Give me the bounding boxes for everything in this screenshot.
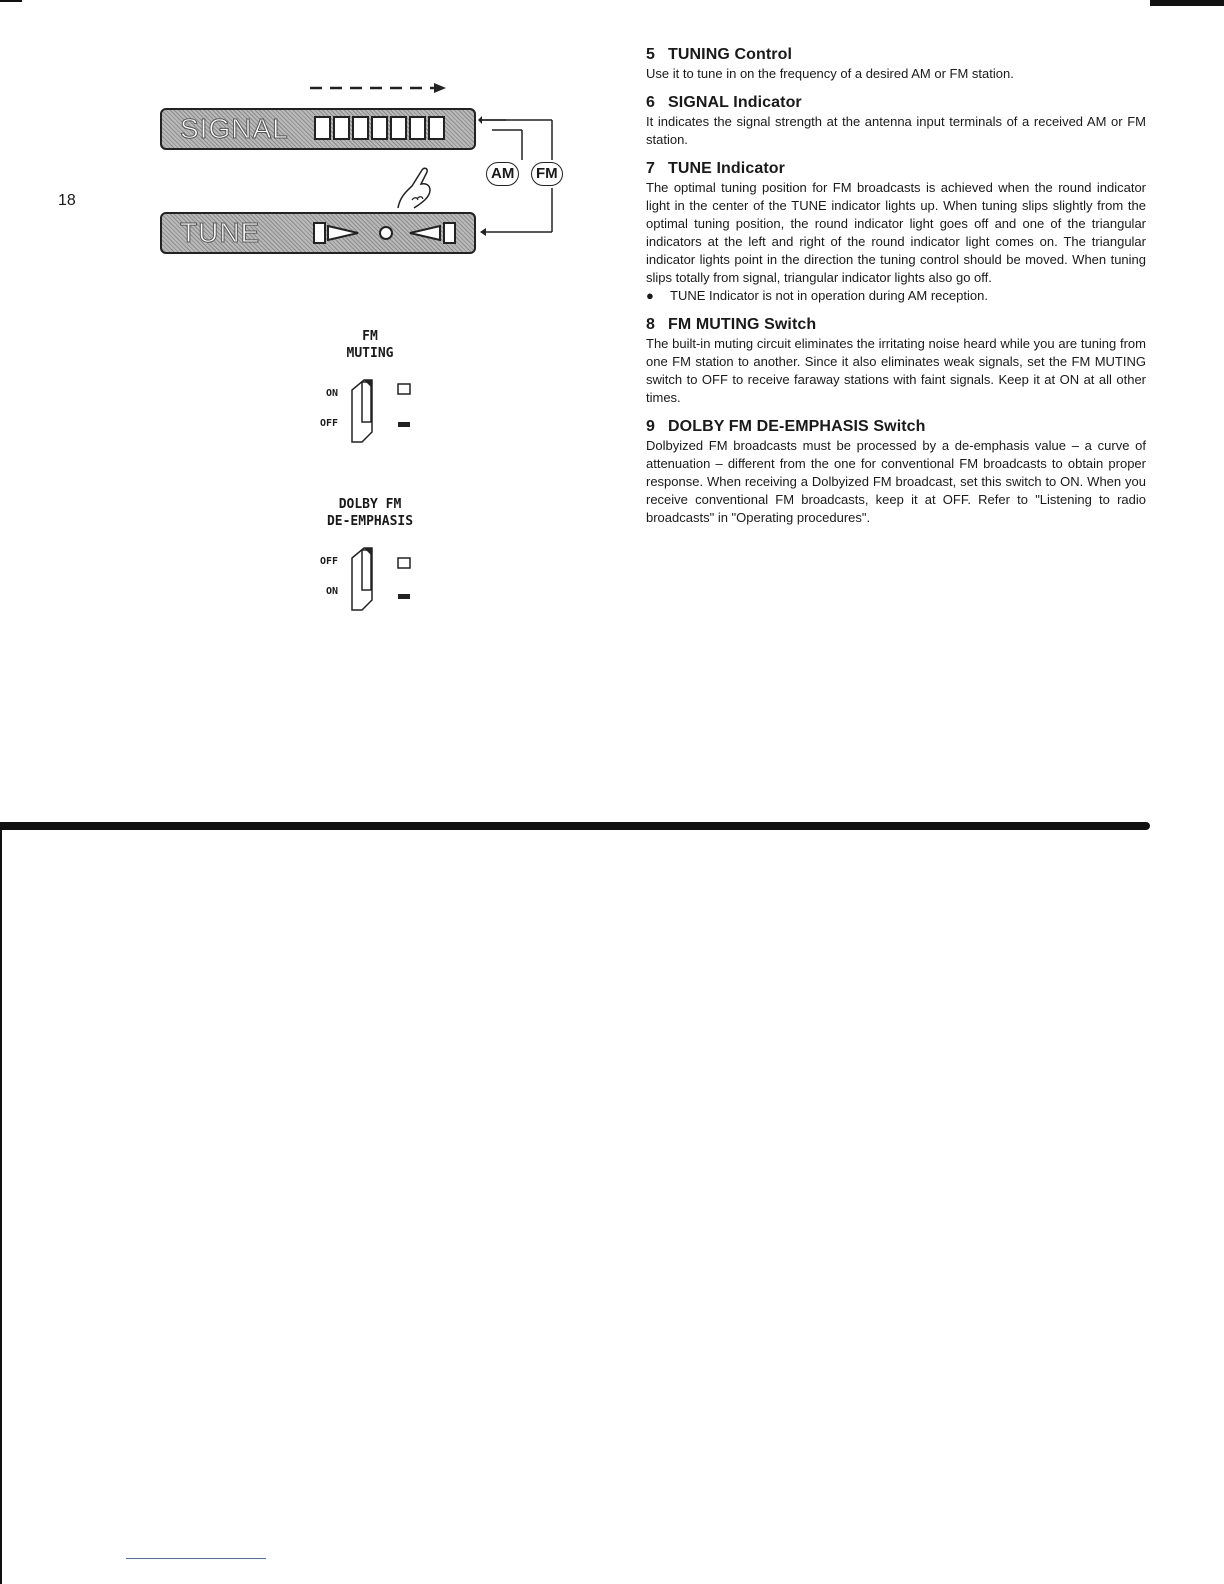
section-heading: 7 TUNE Indicator xyxy=(646,160,785,177)
fm-muting-off-label: OFF xyxy=(320,418,339,429)
section-body: The optimal tuning position for FM broadcasts is achieved when the round indicator light in the center of the TUNE indicator lights up. When tuning slips slightly from the optimal tuning position, the round indicator light goes off and one of the triangular indicators at the left and right of the round indicator light comes on. The triangular indicator lights point in the direction the tuning control should be moved. When tuning slips totally from signal, triangular indicator lights also go off. xyxy=(646,180,1146,285)
bottom-blue-line xyxy=(126,1558,266,1559)
display-diagram xyxy=(150,80,580,260)
section-heading: 6 SIGNAL Indicator xyxy=(646,94,802,111)
section-tune-indicator xyxy=(646,160,1146,305)
fm-muting-switch xyxy=(270,328,470,429)
section-signal-indicator xyxy=(646,94,1146,149)
section-tuning-control xyxy=(646,46,1146,83)
dolby-on-label: ON xyxy=(326,586,339,597)
tune-display xyxy=(160,212,476,254)
section-body: The built-in muting circuit eliminates the irritating noise heard while you are tuning from one FM station to another. Since it also eliminates weak signals, set the FM MUTING switch to OFF to receive faraway stations with faint signals. Keep it at ON at all other times. xyxy=(646,336,1146,405)
signal-label: SIGNAL xyxy=(180,113,289,144)
fm-muting-title-2: MUTING xyxy=(346,346,394,361)
signal-segment xyxy=(314,116,331,140)
tune-label: TUNE xyxy=(180,217,261,248)
tune-indicator-icon xyxy=(312,220,468,246)
description-column xyxy=(646,46,1146,538)
signal-segment xyxy=(371,116,388,140)
section-heading: 8 FM MUTING Switch xyxy=(646,316,817,333)
section-heading: 5 TUNING Control xyxy=(646,46,793,63)
toggle-switch-icon[interactable] xyxy=(350,378,420,444)
dolby-switch xyxy=(270,496,470,597)
section-dolby-fm xyxy=(646,418,1146,527)
signal-segment xyxy=(333,116,350,140)
page-divider-rule xyxy=(0,822,1150,830)
dolby-title-1: DOLBY FM xyxy=(338,497,402,512)
section-body: Dolbyized FM broadcasts must be processed by a de-emphasis value – a curve of attenuation – different from the one for conventional FM broadcasts to obtain proper response. When receiving a Dolbyized FM broadcast, set this switch to ON. When you receive conventional FM broadcasts, keep it at OFF. Refer to "Listening to radio broadcasts" in "Operating procedures". xyxy=(646,438,1146,525)
signal-segment xyxy=(352,116,369,140)
top-right-edge-mark xyxy=(1150,0,1224,6)
dashed-arrow-icon xyxy=(310,82,446,94)
section-body: It indicates the signal strength at the antenna input terminals of a received AM or FM station. xyxy=(646,114,1146,147)
signal-segment xyxy=(390,116,407,140)
signal-display xyxy=(160,108,476,150)
dolby-title-2: DE-EMPHASIS xyxy=(326,514,414,529)
page-number: 18 xyxy=(58,192,76,209)
fm-muting-title-1: FM xyxy=(362,329,378,344)
dolby-off-label: OFF xyxy=(320,556,339,567)
signal-segment xyxy=(409,116,426,140)
signal-segment xyxy=(428,116,445,140)
fm-badge: FM xyxy=(531,162,563,186)
hand-pointer-icon xyxy=(390,166,440,210)
bullet-note: ● TUNE Indicator is not in operation during AM reception. xyxy=(646,288,988,303)
fm-muting-on-label: ON xyxy=(326,388,339,399)
top-left-edge-line xyxy=(0,0,22,2)
am-badge: AM xyxy=(486,162,519,186)
section-fm-muting xyxy=(646,316,1146,407)
left-edge-line xyxy=(0,830,2,1584)
toggle-switch-icon[interactable] xyxy=(350,546,420,612)
section-body: Use it to tune in on the frequency of a desired AM or FM station. xyxy=(646,66,1014,81)
bullet-icon: ● xyxy=(646,288,654,303)
signal-segments xyxy=(314,116,445,140)
section-heading: 9 DOLBY FM DE-EMPHASIS Switch xyxy=(646,418,926,435)
